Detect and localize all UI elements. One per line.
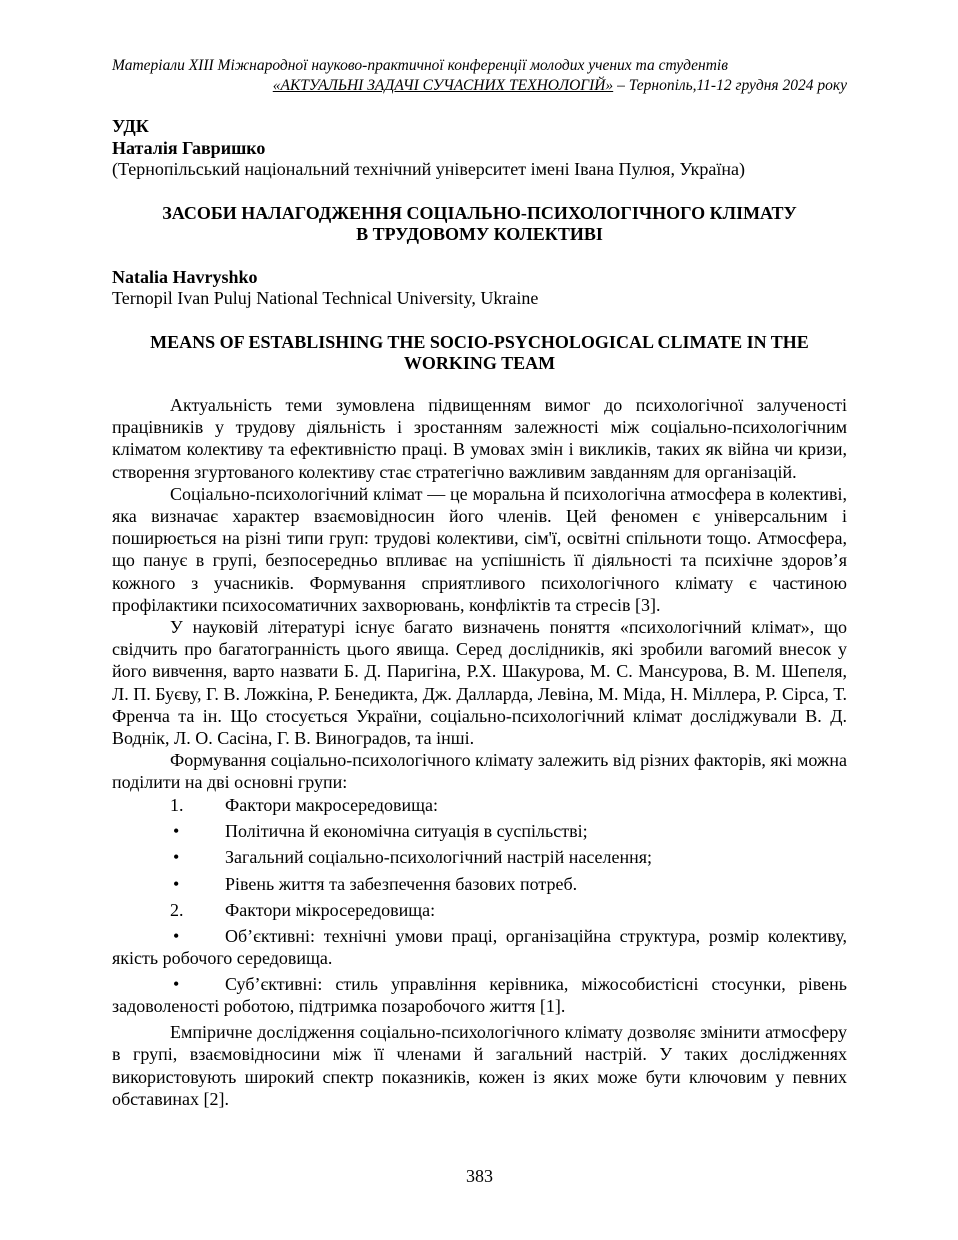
conference-place-date: – Тернопіль,11-12 грудня 2024 року (613, 77, 847, 94)
factor-group-1 (112, 794, 847, 820)
affiliation-ua: (Тернопільський національний технічний університет імені Івана Пулюя, Україна) (112, 159, 745, 179)
author-en: Natalia Havryshko (112, 267, 258, 287)
list-item (112, 846, 847, 873)
bullet-icon: • (173, 847, 180, 868)
paragraph-literature: У науковій літературі існує багато визначень поняття «психологічний клімат», що свідчить про багатогранність цього явища. Серед дослідників, які зробили вагомий внесок у його вивчення, варто назвати Б. Д. Паригіна, Р.Х. Шакурова, М. С. Мансурова, В. М. Шепеля, Л. П. Буєву, Г. В. Ложкіна, Р. Бенедикта, Дж. Далларда, Левіна, М. Міда, Н. Міллера, Р. Сірса, Т. Френча та ін. Що стосується України, соціально-психологічний клімат досліджували В. Д. Воднік, Л. О. Сасіна, Г. В. Виноградов, та інші. (112, 617, 847, 749)
paragraph-definition: Соціально-психологічний клімат — це моральна й психологічна атмосфера в колективі, яка визначає характер взаємовідносин його членів. Цей феномен є універсальним і поширюється на різні типи груп: трудові колективи, сім'ї, освітні спільноти тощо. Атмосфера, що панує в групі, безпосередньо впливає на успішність її діяльності та психічне здоров’я кожного з учасників. Формування сприятливого психологічного клімату є частиною профілактики психосоматичних захворювань, конфліктів та стресів [3]. (112, 483, 847, 615)
article-body (112, 394, 847, 1110)
list-item (112, 820, 847, 847)
affiliation-en: Ternopil Ivan Puluj National Technical University, Ukraine (112, 288, 539, 308)
list-item-text: Об’єктивні: технічні умови праці, організаційна структура, розмір колективу, якість робочого середовища. (112, 926, 847, 969)
conference-name: «АКТУАЛЬНІ ЗАДАЧІ СУЧАСНИХ ТЕХНОЛОГІЙ» (272, 77, 614, 94)
udk-label: УДК (112, 116, 149, 136)
title-ua-line2: В ТРУДОВОМУ КОЛЕКТИВІ (356, 224, 603, 244)
conference-header-line1: Матеріали XIII Міжнародної науково-практичної конференції молодих учених та студентів (112, 57, 728, 74)
list-item (112, 873, 847, 900)
paragraph-relevance: Актуальність теми зумовлена підвищенням вимог до психологічної залученості працівників у трудову діяльність і зростанням залежності між соціально-психологічним кліматом колективу та ефективністю праці. В умовах змін і викликів, таких як війна чи кризи, створення згуртованого колективу стає стратегічно важливим завданням для організацій. (112, 395, 847, 482)
author-ua: Наталія Гавришко (112, 138, 266, 158)
factor-group-2 (112, 899, 847, 925)
factor-group-1-label: Фактори макросередовища: (225, 794, 439, 815)
paragraph-factors-intro: Формування соціально-психологічного клімату залежить від різних факторів, які можна поділити на дві основні групи: (112, 750, 847, 793)
list-item (112, 973, 847, 1017)
conference-header-line2 (112, 76, 847, 95)
page-number: 383 (466, 1166, 493, 1186)
bullet-icon: • (173, 873, 180, 894)
list-item (112, 925, 847, 969)
bullet-icon: • (173, 820, 180, 841)
bullet-icon: • (173, 974, 180, 995)
factor-group-2-label: Фактори мікросередовища: (225, 900, 436, 921)
list-item-text: Загальний соціально-психологічний настрій населення; (225, 847, 653, 868)
list-item-text: Політична й економічна ситуація в суспільстві; (225, 820, 588, 841)
list-item-text: Рівень життя та забезпечення базових потреб. (225, 873, 578, 894)
paragraph-empirical: Емпіричне дослідження соціально-психологічного клімату дозволяє змінити атмосферу в групі, взаємовідносини між її членами й загальний настрій. У таких дослідженнях використовують широкий спектр показників, кожен із яких може бути ключовим у певних обставинах [2]. (112, 1022, 847, 1109)
list-item-text: Суб’єктивні: стиль управління керівника, міжособистісні стосунки, рівень задоволеності роботою, підтримка позаробочого життя [1]. (112, 974, 847, 1017)
factor-group-2-number: 2. (170, 900, 184, 921)
title-en-line2: WORKING TEAM (403, 353, 556, 373)
bullet-icon: • (173, 926, 180, 947)
title-ua-line1: ЗАСОБИ НАЛАГОДЖЕННЯ СОЦІАЛЬНО-ПСИХОЛОГІЧНОГО КЛІМАТУ (162, 203, 797, 223)
title-en-line1: MEANS OF ESTABLISHING THE SOCIO-PSYCHOLOGICAL CLIMATE IN THE (150, 332, 809, 352)
factor-group-1-number: 1. (170, 794, 184, 815)
